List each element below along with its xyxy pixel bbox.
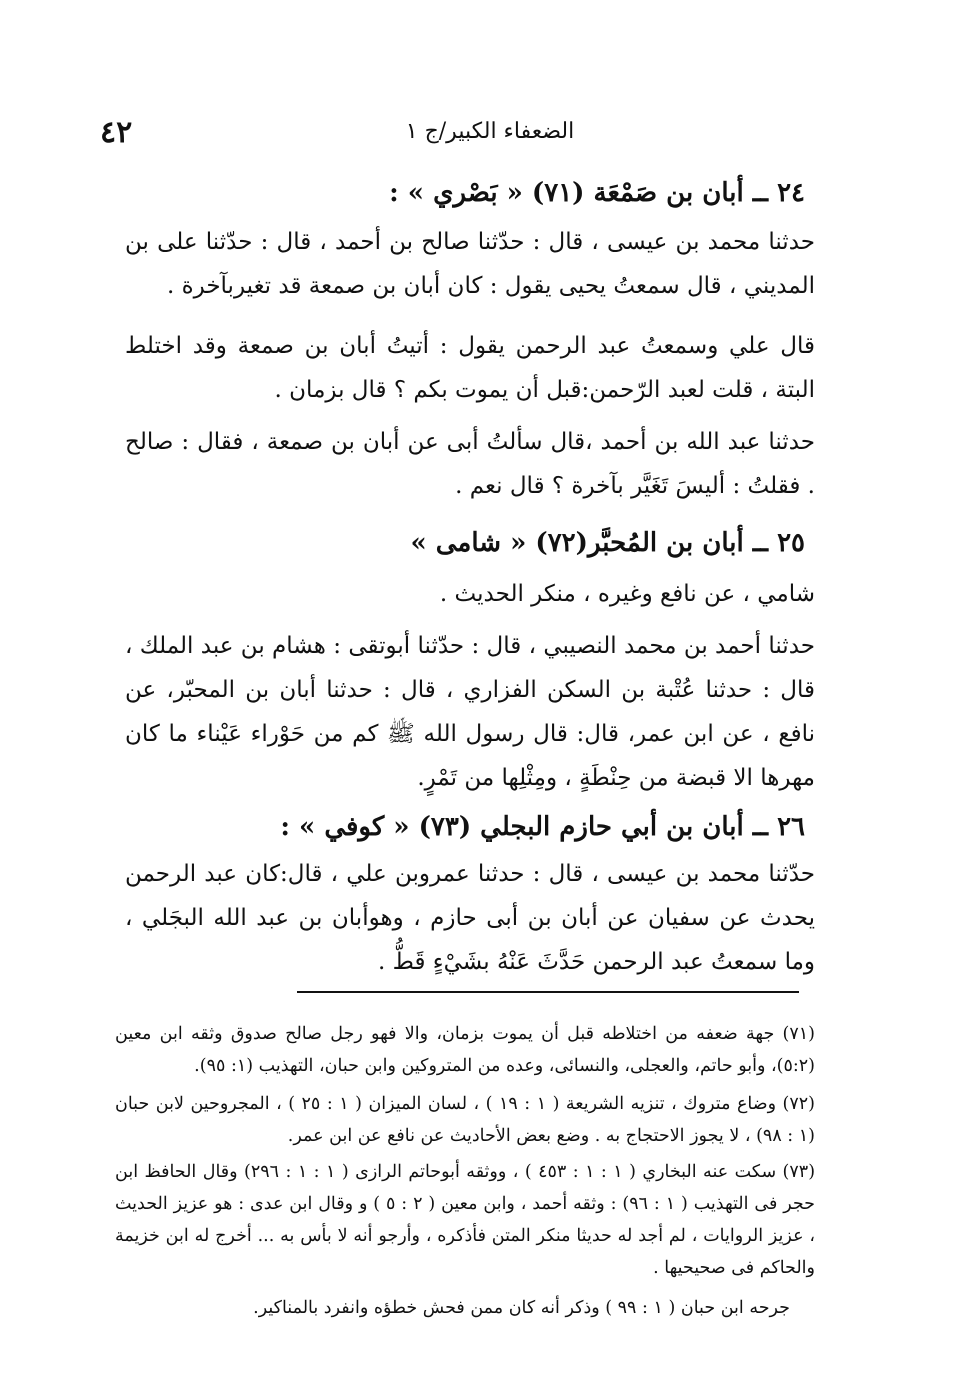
entry-24-paragraph-2: قال علي وسمعتُ عبد الرحمن يقول : أتيتُ أبان بن صمعة وقد اختلط البتة ، قلت لعبد الرّحمن:قبل أن يموت بكم ؟ قال بزمان . xyxy=(125,333,815,403)
footnote-73: (٧٣) سكت عنه البخاري ( ١ : ١ : ٤٥٣ ) ، ووثقه أبوحاتم الرازى ( ١ : ١ : ٢٩٦) وقال الحافظ ابن حجر فى التهذيب ( ١ : ٩٦) : وثقه أحمد ، وابن معين ( ٢ : ٥ ) و وقال ابن عدى : هو عزيز الحديث ، عزيز الروايات ، لم أجد له حديثا منكر المتن فأذكره ، وأرجو أنه لا بأس به ... أخرج له ابن خزيمة والحاكم فى صحيحيها . xyxy=(115,1162,816,1278)
page-header xyxy=(100,115,810,155)
entry-25-paragraph-2: حدثنا أحمد بن محمد النصيبي ، قال : حدّثنا أبوتقى : هشام بن عبد الملك ، قال : حدثنا عُتْبة بن السكن الفزاري ، قال : حدثنا أبان بن المحبّر، عن نافع ، عن ابن عمر، قال: قال رسول الله ﷺ كم من حَوْراء عَيْناء ما كان مهرها الا قبضة من حِنْطَةٍ ، ومِثْلِها من تَمْرٍ. xyxy=(125,633,815,791)
entry-title-26: ٢٦ ــ أبان بن أبي حازم البجلي (٧٣) « كوفي » : xyxy=(280,812,805,842)
entry-26-paragraph-1: حدّثنا محمد بن عيسى ، قال : حدثنا عمروبن علي ، قال:كان عبد الرحمن يحدث عن سفيان عن أبان بن أبى حازم ، وهوأبان بن عبد الله البجَلي ، وما سمعتُ عبد الرحمن حَدَّثَ عَنْهُ بشَيْءٍ قَطُّ . xyxy=(125,861,815,975)
entry-title-24: ٢٤ ــ أبان بن صَمْعَة (٧١) « بَصْري » : xyxy=(389,178,805,208)
running-title: الضعفاء الكبير/ج ١ xyxy=(405,119,575,144)
footnote-71: (٧١) جهة ضعفه من اختلاطه قبل أن يموت بزمان، والا فهو رجل صالح صدوق وثقه ابن معين (٥:٢)، وأبو حاتم، والعجلى، والنسائى، وعده من المتروكين وابن حبان، التهذيب (١: ٩٥). xyxy=(115,1024,815,1076)
entry-title-25: ٢٥ ــ أبان بن المُحبَّر(٧٢) « شامى » xyxy=(410,528,805,558)
entry-24-paragraph-1: حدثنا محمد بن عيسى ، قال : حدّثنا صالح بن أحمد ، قال : حدّثنا على بن المديني ، قال سمعتُ يحيى يقول : كان أبان بن صمعة قد تغيربآخرة . xyxy=(125,229,815,299)
footnote-divider xyxy=(297,991,799,993)
entry-24-paragraph-3: حدثنا عبد الله بن أحمد ،قال سألتُ أبى عن أبان بن صمعة ، فقال : صالح . فقلتُ : أليسَ تَغَيَّر بآخرة ؟ قال نعم . xyxy=(125,429,815,499)
page-number: ٤٢ xyxy=(100,115,133,150)
entry-25-paragraph-1: شامي ، عن نافع وغيره ، منكر الحديث . xyxy=(439,581,815,607)
footnote-73-continuation: جرحه ابن حبان ( ١ : ٩٩ ) وذكر أنه كان ممن فحش خطؤه وانفرد بالمناكير. xyxy=(253,1298,790,1318)
footnote-72: (٧٢) وضاع متروك ، تنزيه الشريعة ( ١ : ١٩ ) ، لسان الميزان ( ١ : ٢٥ ) ، المجروحين لابن حبان (١ : ٩٨) ، لا يجوز الاحتجاج به . وضع بعض الأحاديث عن نافع عن ابن عمر. xyxy=(115,1094,815,1146)
